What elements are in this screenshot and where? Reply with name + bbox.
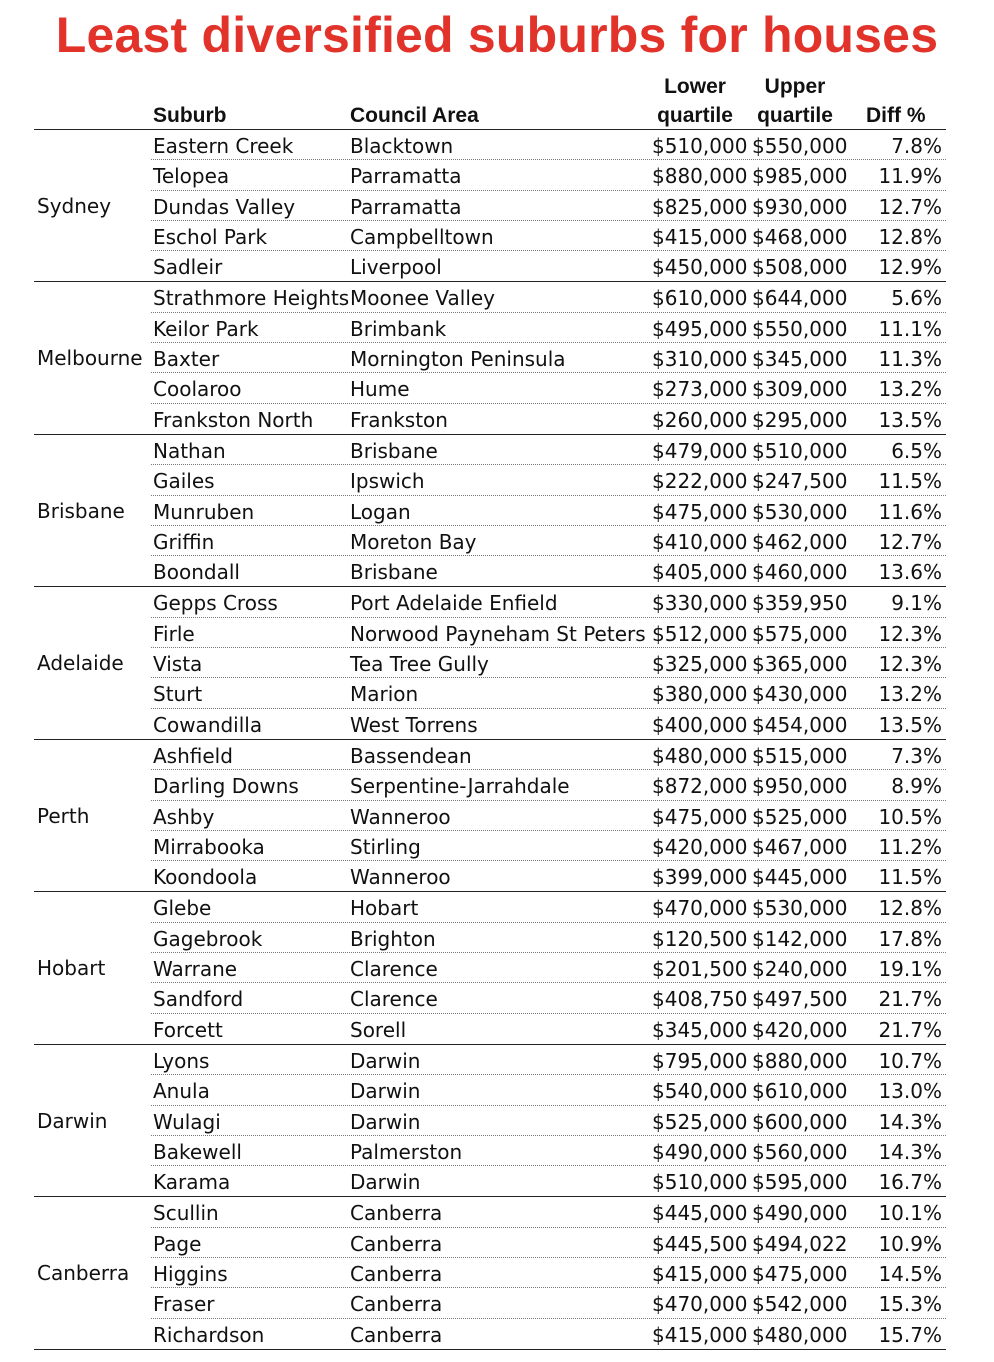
lower-quartile-cell: $495,000 — [652, 316, 748, 341]
diff-cell: 11.6% — [878, 499, 942, 524]
council-cell: Darwin — [350, 1079, 421, 1104]
lower-quartile-cell: $475,000 — [652, 499, 748, 524]
lower-quartile-cell: $410,000 — [652, 529, 748, 554]
council-cell: Frankston — [350, 407, 448, 432]
table-row — [151, 251, 946, 281]
upper-quartile-cell: $490,000 — [752, 1201, 848, 1226]
council-cell: Darwin — [350, 1048, 421, 1073]
lower-quartile-cell: $399,000 — [652, 865, 748, 890]
header-upper-line1: Upper — [764, 75, 826, 98]
city-group — [34, 1045, 946, 1197]
upper-quartile-cell: $550,000 — [752, 316, 848, 341]
header-suburb: Suburb — [153, 104, 227, 127]
suburb-cell: Gailes — [153, 469, 215, 494]
diff-cell: 10.9% — [878, 1231, 942, 1256]
upper-quartile-cell: $420,000 — [752, 1017, 848, 1042]
council-cell: Stirling — [350, 834, 421, 859]
city-label: Hobart — [37, 956, 106, 981]
council-cell: Port Adelaide Enfield — [350, 591, 558, 616]
council-cell: Mornington Peninsula — [350, 347, 566, 372]
upper-quartile-cell: $930,000 — [752, 194, 848, 219]
table-row — [151, 618, 946, 648]
diff-cell: 17.8% — [878, 926, 942, 951]
council-cell: Hobart — [350, 896, 419, 921]
diff-cell: 7.3% — [891, 743, 942, 768]
city-label: Darwin — [37, 1108, 108, 1133]
council-cell: Wanneroo — [350, 865, 451, 890]
diff-cell: 15.7% — [878, 1322, 942, 1347]
diff-cell: 9.1% — [891, 591, 942, 616]
suburb-cell: Sandford — [153, 987, 244, 1012]
diff-cell: 14.3% — [878, 1109, 942, 1134]
council-cell: Canberra — [350, 1322, 443, 1347]
lower-quartile-cell: $405,000 — [652, 560, 748, 585]
city-group — [34, 435, 946, 587]
table-row — [151, 526, 946, 556]
suburb-cell: Strathmore Heights — [153, 286, 350, 311]
lower-quartile-cell: $345,000 — [652, 1017, 748, 1042]
suburb-cell: Lyons — [153, 1048, 210, 1073]
council-cell: Darwin — [350, 1109, 421, 1134]
council-cell: Norwood Payneham St Peters — [350, 621, 646, 646]
suburb-cell: Frankston North — [153, 407, 314, 432]
header-lower-line1: Lower — [664, 75, 726, 98]
suburb-cell: Wulagi — [153, 1109, 221, 1134]
council-cell: Clarence — [350, 957, 438, 982]
suburb-cell: Sadleir — [153, 255, 223, 280]
lower-quartile-cell: $610,000 — [652, 286, 748, 311]
header-lower-line2: quartile — [657, 104, 733, 127]
lower-quartile-cell: $510,000 — [652, 1170, 748, 1195]
suburb-cell: Higgins — [153, 1261, 228, 1286]
diff-cell: 12.8% — [878, 896, 942, 921]
table-row — [151, 831, 946, 861]
lower-quartile-cell: $872,000 — [652, 774, 748, 799]
table-row — [151, 587, 946, 617]
lower-quartile-cell: $420,000 — [652, 834, 748, 859]
page-title: Least diversified suburbs for houses — [55, 7, 939, 63]
table-row — [151, 861, 946, 891]
upper-quartile-cell: $475,000 — [752, 1261, 848, 1286]
city-label: Adelaide — [37, 651, 124, 676]
diff-cell: 10.7% — [878, 1048, 942, 1073]
lower-quartile-cell: $470,000 — [652, 1292, 748, 1317]
diff-cell: 12.8% — [878, 224, 942, 249]
upper-quartile-cell: $575,000 — [752, 621, 848, 646]
suburb-cell: Bakewell — [153, 1139, 242, 1164]
lower-quartile-cell: $470,000 — [652, 896, 748, 921]
lower-quartile-cell: $445,500 — [652, 1231, 748, 1256]
lower-quartile-cell: $222,000 — [652, 469, 748, 494]
table-row — [151, 221, 946, 251]
suburb-cell: Vista — [153, 652, 203, 677]
lower-quartile-cell: $415,000 — [652, 1322, 748, 1347]
city-label: Brisbane — [37, 498, 125, 523]
upper-quartile-cell: $142,000 — [752, 926, 848, 951]
council-cell: Campbelltown — [350, 224, 494, 249]
diff-cell: 12.7% — [878, 529, 942, 554]
diff-cell: 11.5% — [878, 865, 942, 890]
suburb-cell: Cowandilla — [153, 712, 263, 737]
table-row — [151, 801, 946, 831]
table-row — [151, 1319, 946, 1349]
upper-quartile-cell: $454,000 — [752, 712, 848, 737]
city-label: Perth — [37, 803, 90, 828]
table-row — [151, 1197, 946, 1227]
diff-cell: 11.3% — [878, 347, 942, 372]
lower-quartile-cell: $408,750 — [652, 987, 748, 1012]
table-row — [151, 191, 946, 221]
lower-quartile-cell: $380,000 — [652, 682, 748, 707]
council-cell: Darwin — [350, 1170, 421, 1195]
city-group — [34, 892, 946, 1044]
council-cell: Tea Tree Gully — [350, 652, 489, 677]
table-row — [151, 892, 946, 922]
council-cell: Parramatta — [350, 164, 462, 189]
suburb-cell: Warrane — [153, 957, 238, 982]
upper-quartile-cell: $462,000 — [752, 529, 848, 554]
upper-quartile-cell: $345,000 — [752, 347, 848, 372]
upper-quartile-cell: $295,000 — [752, 407, 848, 432]
lower-quartile-cell: $201,500 — [652, 957, 748, 982]
suburb-cell: Anula — [153, 1079, 210, 1104]
diff-cell: 11.2% — [878, 834, 942, 859]
lower-quartile-cell: $479,000 — [652, 438, 748, 463]
upper-quartile-cell: $560,000 — [752, 1139, 848, 1164]
diff-cell: 11.1% — [878, 316, 942, 341]
suburb-cell: Koondoola — [153, 865, 258, 890]
council-cell: Brimbank — [350, 316, 447, 341]
lower-quartile-cell: $490,000 — [652, 1139, 748, 1164]
upper-quartile-cell: $309,000 — [752, 377, 848, 402]
diff-cell: 13.2% — [878, 682, 942, 707]
upper-quartile-cell: $542,000 — [752, 1292, 848, 1317]
upper-quartile-cell: $430,000 — [752, 682, 848, 707]
suburb-cell: Karama — [153, 1170, 231, 1195]
table-row — [151, 343, 946, 373]
diff-cell: 10.5% — [878, 804, 942, 829]
suburb-cell: Ashfield — [153, 743, 233, 768]
upper-quartile-cell: $515,000 — [752, 743, 848, 768]
suburb-cell: Gagebrook — [153, 926, 263, 951]
council-cell: Logan — [350, 499, 411, 524]
upper-quartile-cell: $467,000 — [752, 834, 848, 859]
lower-quartile-cell: $450,000 — [652, 255, 748, 280]
council-cell: Brighton — [350, 926, 436, 951]
diff-cell: 13.5% — [878, 712, 942, 737]
city-group — [34, 587, 946, 739]
upper-quartile-cell: $950,000 — [752, 774, 848, 799]
diff-cell: 10.1% — [878, 1201, 942, 1226]
city-group — [34, 1197, 946, 1349]
council-cell: Clarence — [350, 987, 438, 1012]
diff-cell: 13.2% — [878, 377, 942, 402]
council-cell: Wanneroo — [350, 804, 451, 829]
upper-quartile-cell: $359,950 — [752, 591, 848, 616]
council-cell: Hume — [350, 377, 410, 402]
diff-cell: 13.6% — [878, 560, 942, 585]
lower-quartile-cell: $415,000 — [652, 224, 748, 249]
table-row — [151, 1228, 946, 1258]
lower-quartile-cell: $512,000 — [652, 621, 748, 646]
upper-quartile-cell: $880,000 — [752, 1048, 848, 1073]
council-cell: Parramatta — [350, 194, 462, 219]
council-cell: Canberra — [350, 1261, 443, 1286]
diff-cell: 14.3% — [878, 1139, 942, 1164]
diff-cell: 15.3% — [878, 1292, 942, 1317]
lower-quartile-cell: $510,000 — [652, 134, 748, 158]
diff-cell: 8.9% — [891, 774, 942, 799]
diff-cell: 13.0% — [878, 1079, 942, 1104]
diff-cell: 5.6% — [891, 286, 942, 311]
diff-cell: 12.3% — [878, 652, 942, 677]
upper-quartile-cell: $240,000 — [752, 957, 848, 982]
upper-quartile-cell: $530,000 — [752, 896, 848, 921]
lower-quartile-cell: $825,000 — [652, 194, 748, 219]
table-row — [151, 373, 946, 403]
council-cell: Brisbane — [350, 560, 438, 585]
diff-cell: 11.9% — [878, 164, 942, 189]
suburb-cell: Ashby — [153, 804, 215, 829]
table-row — [151, 1045, 946, 1075]
upper-quartile-cell: $600,000 — [752, 1109, 848, 1134]
table-row — [151, 953, 946, 983]
upper-quartile-cell: $550,000 — [752, 134, 848, 158]
suburb-cell: Keilor Park — [153, 316, 259, 341]
upper-quartile-cell: $510,000 — [752, 438, 848, 463]
council-cell: Moonee Valley — [350, 286, 496, 311]
diff-cell: 12.9% — [878, 255, 942, 280]
council-cell: Serpentine-Jarrahdale — [350, 774, 570, 799]
diff-cell: 6.5% — [891, 438, 942, 463]
lower-quartile-cell: $880,000 — [652, 164, 748, 189]
upper-quartile-cell: $365,000 — [752, 652, 848, 677]
table-row — [151, 1106, 946, 1136]
diff-cell: 7.8% — [891, 134, 942, 158]
lower-quartile-cell: $325,000 — [652, 652, 748, 677]
suburb-cell: Eschol Park — [153, 224, 268, 249]
suburb-cell: Eastern Creek — [153, 134, 294, 158]
diff-cell: 13.5% — [878, 407, 942, 432]
council-cell: Marion — [350, 682, 419, 707]
upper-quartile-cell: $468,000 — [752, 224, 848, 249]
council-cell: Blacktown — [350, 134, 454, 158]
diff-cell: 14.5% — [878, 1261, 942, 1286]
table-row — [151, 465, 946, 495]
table-row — [151, 1014, 946, 1044]
suburb-cell: Forcett — [153, 1017, 223, 1042]
header-upper-line2: quartile — [757, 104, 833, 127]
table-row — [151, 160, 946, 190]
council-cell: Bassendean — [350, 743, 472, 768]
upper-quartile-cell: $445,000 — [752, 865, 848, 890]
table-row — [151, 983, 946, 1013]
diff-cell: 12.3% — [878, 621, 942, 646]
lower-quartile-cell: $475,000 — [652, 804, 748, 829]
city-label: Sydney — [37, 193, 112, 218]
table-row — [151, 313, 946, 343]
lower-quartile-cell: $273,000 — [652, 377, 748, 402]
lower-quartile-cell: $330,000 — [652, 591, 748, 616]
suburb-cell: Scullin — [153, 1201, 219, 1226]
lower-quartile-cell: $445,000 — [652, 1201, 748, 1226]
lower-quartile-cell: $540,000 — [652, 1079, 748, 1104]
council-cell: Canberra — [350, 1292, 443, 1317]
suburb-cell: Coolaroo — [153, 377, 242, 402]
lower-quartile-cell: $525,000 — [652, 1109, 748, 1134]
council-cell: Canberra — [350, 1201, 443, 1226]
diff-cell: 11.5% — [878, 469, 942, 494]
diff-cell: 12.7% — [878, 194, 942, 219]
suburb-cell: Firle — [153, 621, 195, 646]
upper-quartile-cell: $525,000 — [752, 804, 848, 829]
suburb-cell: Darling Downs — [153, 774, 299, 799]
upper-quartile-cell: $247,500 — [752, 469, 848, 494]
table-row — [151, 709, 946, 739]
city-group — [34, 740, 946, 892]
lower-quartile-cell: $480,000 — [652, 743, 748, 768]
table-row — [151, 1136, 946, 1166]
table-row — [151, 1258, 946, 1288]
diff-cell: 19.1% — [878, 957, 942, 982]
table-row — [151, 770, 946, 800]
upper-quartile-cell: $985,000 — [752, 164, 848, 189]
table-row — [151, 923, 946, 953]
suburbs-table — [0, 130, 994, 1350]
upper-quartile-cell: $494,022 — [752, 1231, 848, 1256]
suburb-cell: Mirrabooka — [153, 834, 265, 859]
council-cell: Brisbane — [350, 438, 438, 463]
city-label: Canberra — [37, 1261, 130, 1286]
lower-quartile-cell: $400,000 — [652, 712, 748, 737]
table-row — [151, 404, 946, 434]
table-row — [151, 678, 946, 708]
council-cell: Canberra — [350, 1231, 443, 1256]
upper-quartile-cell: $460,000 — [752, 560, 848, 585]
suburb-cell: Richardson — [153, 1322, 265, 1347]
table-row — [151, 435, 946, 465]
suburb-cell: Sturt — [153, 682, 203, 707]
suburb-cell: Telopea — [153, 164, 230, 189]
lower-quartile-cell: $415,000 — [652, 1261, 748, 1286]
council-cell: Sorell — [350, 1017, 407, 1042]
suburb-cell: Dundas Valley — [153, 194, 296, 219]
table-row — [151, 556, 946, 586]
upper-quartile-cell: $530,000 — [752, 499, 848, 524]
suburb-cell: Baxter — [153, 347, 220, 372]
diff-cell: 16.7% — [878, 1170, 942, 1195]
table-row — [151, 1166, 946, 1196]
suburb-cell: Fraser — [153, 1292, 215, 1317]
suburb-cell: Nathan — [153, 438, 226, 463]
upper-quartile-cell: $610,000 — [752, 1079, 848, 1104]
suburb-cell: Munruben — [153, 499, 255, 524]
suburb-cell: Page — [153, 1231, 202, 1256]
upper-quartile-cell: $595,000 — [752, 1170, 848, 1195]
council-cell: Palmerston — [350, 1139, 463, 1164]
diff-cell: 21.7% — [878, 987, 942, 1012]
table-row — [151, 1075, 946, 1105]
diff-cell: 21.7% — [878, 1017, 942, 1042]
city-label: Melbourne — [37, 346, 143, 371]
table-row — [151, 1288, 946, 1318]
council-cell: West Torrens — [350, 712, 478, 737]
table-row — [151, 130, 946, 160]
table-row — [151, 648, 946, 678]
table-row — [151, 740, 946, 770]
lower-quartile-cell: $120,500 — [652, 926, 748, 951]
upper-quartile-cell: $480,000 — [752, 1322, 848, 1347]
city-group — [34, 130, 946, 282]
lower-quartile-cell: $310,000 — [652, 347, 748, 372]
header-council-area: Council Area — [350, 104, 479, 127]
header-diff: Diff % — [866, 104, 926, 127]
suburb-cell: Griffin — [153, 529, 215, 554]
table-row — [151, 496, 946, 526]
lower-quartile-cell: $795,000 — [652, 1048, 748, 1073]
council-cell: Liverpool — [350, 255, 442, 280]
lower-quartile-cell: $260,000 — [652, 407, 748, 432]
suburb-cell: Gepps Cross — [153, 591, 278, 616]
suburb-cell: Boondall — [153, 560, 240, 585]
table-row — [151, 282, 946, 312]
upper-quartile-cell: $644,000 — [752, 286, 848, 311]
suburb-cell: Glebe — [153, 896, 212, 921]
council-cell: Moreton Bay — [350, 529, 477, 554]
city-group — [34, 282, 946, 434]
upper-quartile-cell: $508,000 — [752, 255, 848, 280]
upper-quartile-cell: $497,500 — [752, 987, 848, 1012]
council-cell: Ipswich — [350, 469, 425, 494]
